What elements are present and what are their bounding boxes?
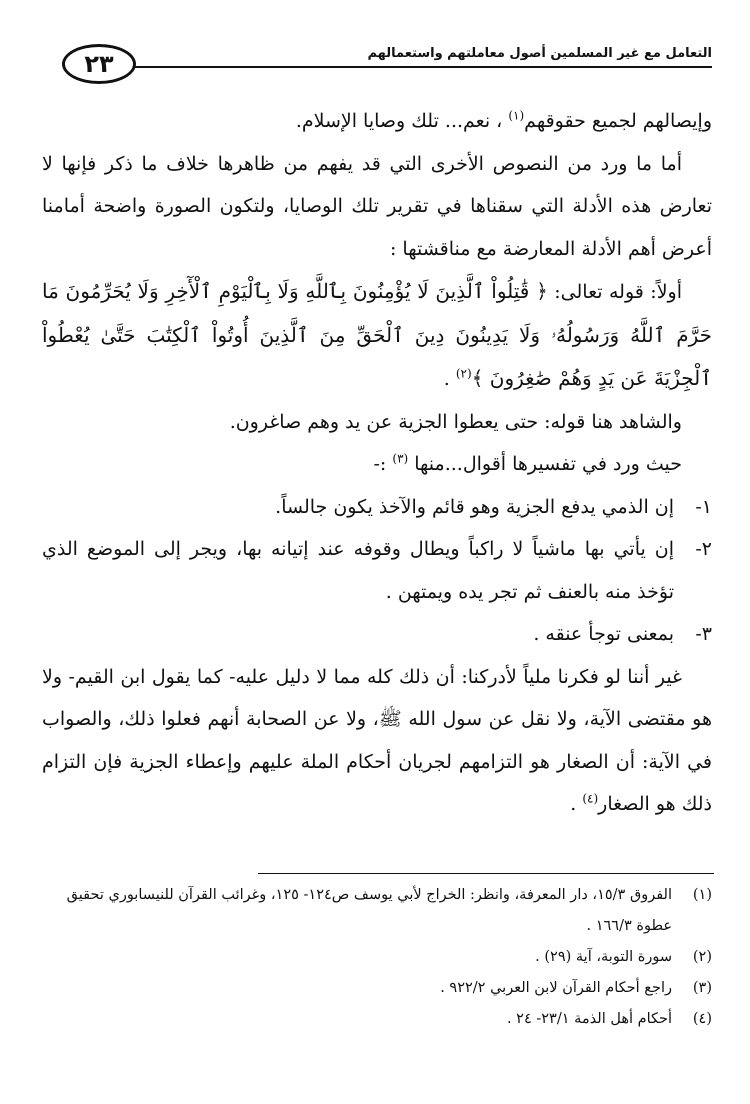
paragraph-2: أما ما ورد من النصوص الأخرى التي قد يفهم من ظاهرها خلاف ما ذكر فإنها لا تعارض هذه الأدلة التي سقناها في تقرير تلك الوصايا، ولتكون الصورة واضحة أمامنا أعرض أهم الأدلة المعارضة مع مناقشتها :	[42, 152, 712, 260]
paragraph-1	[42, 100, 712, 143]
footnotes	[42, 880, 712, 1035]
footnote-text: راجع أحكام القرآن لابن العربي ٩٢٢/٢ .	[440, 980, 672, 996]
paragraph-1-text: وإيصالهم لجميع حقوقهم	[524, 110, 712, 132]
footnote-text: أحكام أهل الذمة ٢٣/١- ٢٤ .	[506, 1011, 672, 1027]
paragraph-1-end: ، نعم... تلك وصايا الإسلام.	[295, 110, 503, 132]
footnote-ref-4: (٤)	[582, 791, 599, 806]
footnote-ref-2: (٢)	[455, 366, 472, 381]
list-item	[42, 486, 712, 529]
list-item-text: بمعنى توجأ عنقه .	[533, 623, 674, 645]
final-paragraph-text: غير أننا لو فكرنا ملياً لأدركنا: أن ذلك كله مما لا دليل عليه- كما يقول ابن القيم- ولا هو مقتضى الآية، ولا نقل عن سول الله ﷺ، ولا عن الصحابة أنهم فعلوا ذلك، والصواب في الآية: أن الصغار هو التزامهم لجريان أحكام الملة عليهم وإعطاء الجزية فإن التزام ذلك هو الصغار	[42, 665, 712, 815]
opinions-intro-text: حيث ورد في تفسيرها أقوال...منها	[414, 453, 682, 475]
list-item	[42, 613, 712, 656]
running-title: التعامل مع غير المسلمين أصول معاملتهم واستعمالهم	[361, 46, 712, 61]
list-item-number: ٣-	[695, 623, 712, 645]
first-intro: أولاً: قوله تعالى:	[554, 281, 682, 303]
final-paragraph	[42, 656, 712, 826]
list-item-number: ٢-	[695, 538, 712, 560]
opinions-intro-end: :-	[373, 453, 387, 475]
footnote	[42, 1004, 712, 1035]
footnote-separator	[258, 873, 714, 874]
footnote-number: (٣)	[692, 980, 712, 996]
footnote-number: (٤)	[692, 1011, 712, 1027]
list-item-text: إن الذمي يدفع الجزية وهو قائم والآخذ يكون جالساً.	[275, 495, 674, 518]
opinions-intro	[42, 443, 712, 486]
main-text	[42, 100, 712, 826]
paragraph-verse	[42, 270, 712, 401]
footnote	[42, 973, 712, 1004]
quran-verse: ﴿ قَٰتِلُواْ ٱلَّذِينَ لَا يُؤْمِنُونَ بِٱللَّهِ وَلَا بِٱلْيَوْمِ ٱلْأٓخِرِ وَلَا يُحَرِّمُونَ مَا حَرَّمَ ٱللَّهُ وَرَسُولُهُۥ وَلَا يَدِينُونَ دِينَ ٱلْحَقِّ مِنَ ٱلَّذِينَ أُوتُواْ ٱلْكِتَٰبَ حَتَّىٰ يُعْطُواْ ٱلْجِزْيَةَ عَن يَدٍ وَهُمْ صَٰغِرُونَ ﴾	[42, 279, 712, 390]
list-item-number: ١-	[695, 495, 712, 518]
footnote-number: (٢)	[692, 949, 712, 965]
page-number: ٢٣	[62, 44, 136, 84]
verse-end: .	[443, 368, 450, 390]
footnote-text: سورة التوبة، آية (٢٩) .	[535, 949, 672, 965]
footnote	[42, 942, 712, 973]
footnote	[42, 880, 712, 942]
final-paragraph-end: .	[570, 793, 577, 815]
footnote-ref-1: (١)	[508, 108, 525, 123]
list-item	[42, 528, 712, 613]
page-header	[62, 44, 712, 88]
footnote-text: الفروق ١٥/٣، دار المعرفة، وانظر: الخراج لأبي يوسف ص١٢٤- ١٢٥، وغرائب القرآن للنيسابوري تحقيق عطوة ١٦٦/٣ .	[66, 887, 672, 934]
footnote-number: (١)	[692, 887, 712, 903]
list-item-text: إن يأتي بها ماشياً لا راكباً ويطال وقوفه عند إتيانه بها، ويجر إلى الموضع الذي تؤخذ منه بالعنف ثم تجر يده ويمتهن .	[42, 538, 674, 603]
footnote-ref-3: (٣)	[392, 451, 409, 466]
witness-paragraph: والشاهد هنا قوله: حتى يعطوا الجزية عن يد وهم صاغرون.	[229, 410, 682, 433]
header-rule	[122, 66, 712, 68]
